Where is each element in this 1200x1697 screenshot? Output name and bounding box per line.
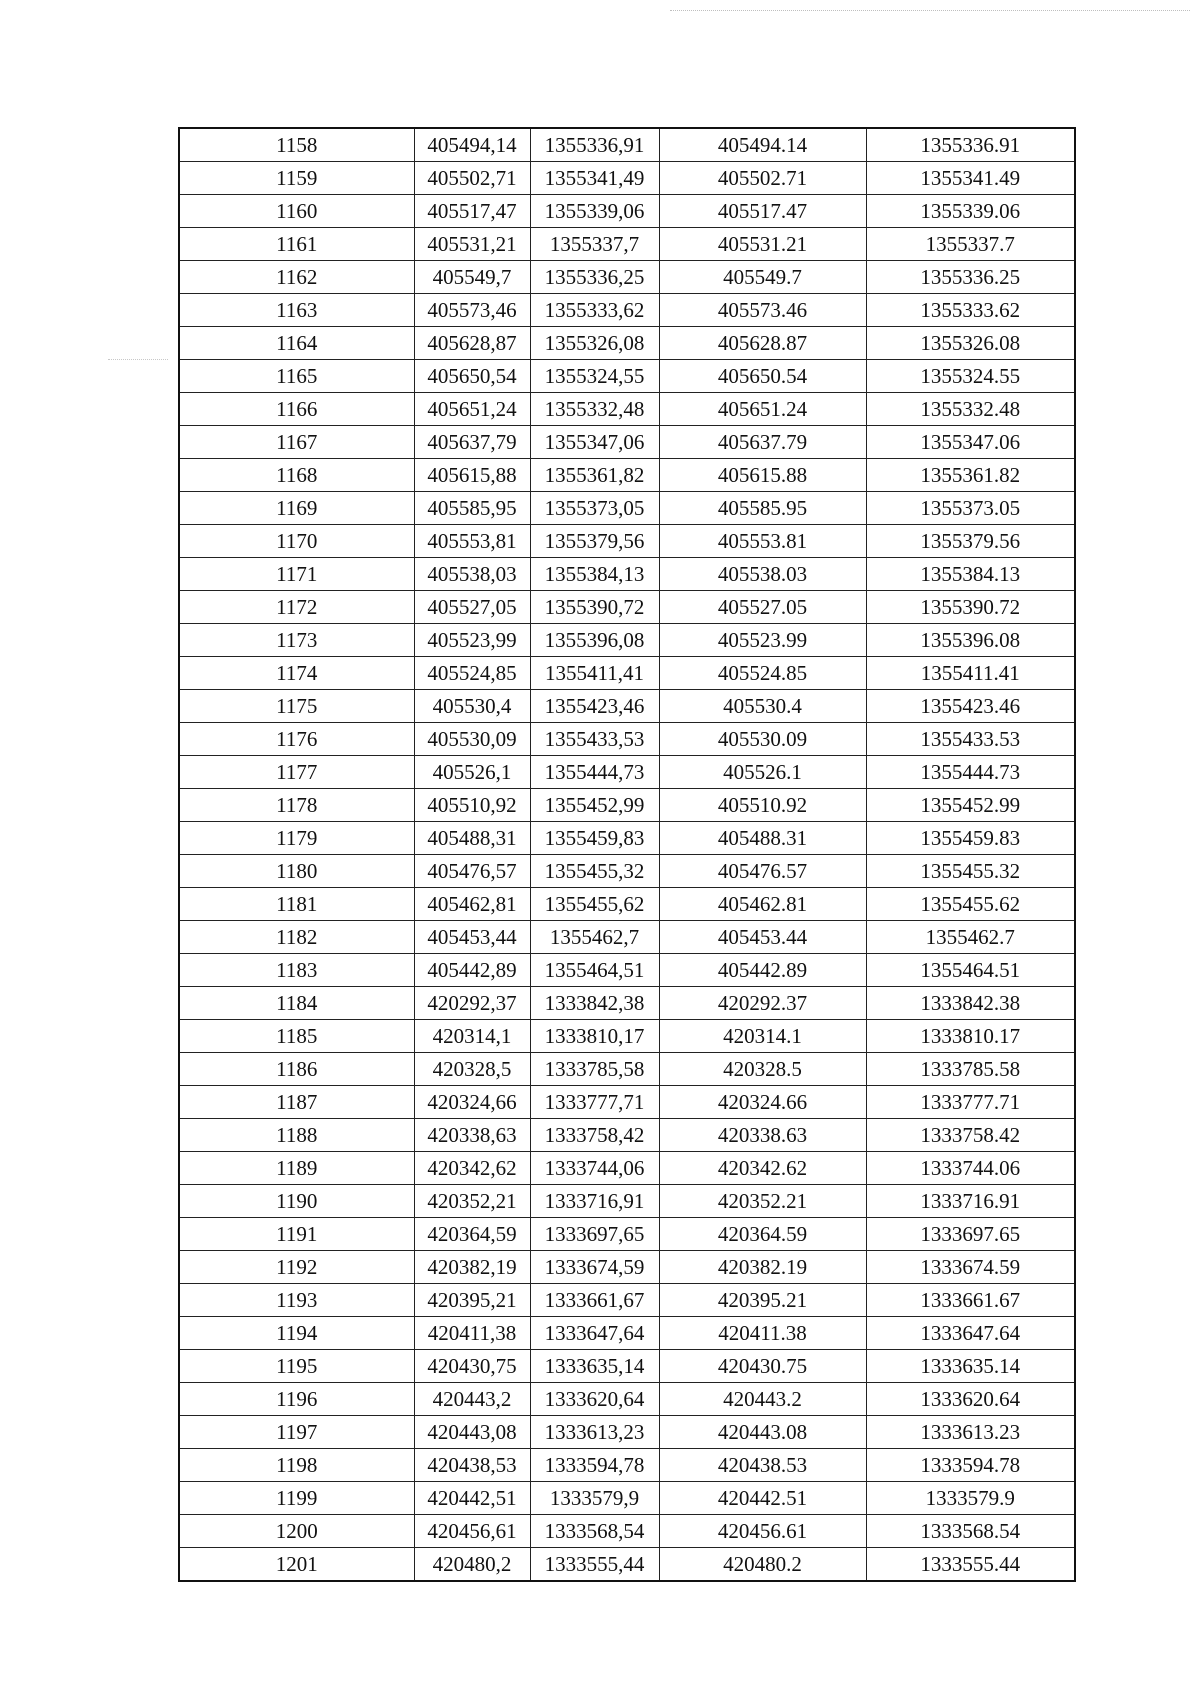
y-coordinate-comma-cell: 1355452,99 [530,789,659,822]
y-coordinate-dot-cell: 1355384.13 [866,558,1075,591]
table-row [179,525,1075,558]
table-row [179,822,1075,855]
x-coordinate-comma-cell: 420352,21 [414,1185,530,1218]
x-coordinate-dot-cell: 420430.75 [659,1350,866,1383]
y-coordinate-dot-cell: 1333647.64 [866,1317,1075,1350]
y-coordinate-comma-cell: 1355433,53 [530,723,659,756]
y-coordinate-comma-cell: 1333661,67 [530,1284,659,1317]
y-coordinate-comma-cell: 1333635,14 [530,1350,659,1383]
table-row [179,228,1075,261]
point-number-cell: 1190 [179,1185,414,1218]
point-number-cell: 1176 [179,723,414,756]
table-row [179,1383,1075,1416]
x-coordinate-comma-cell: 420342,62 [414,1152,530,1185]
x-coordinate-comma-cell: 420430,75 [414,1350,530,1383]
table-row [179,921,1075,954]
x-coordinate-comma-cell: 420324,66 [414,1086,530,1119]
x-coordinate-dot-cell: 405476.57 [659,855,866,888]
point-number-cell: 1179 [179,822,414,855]
y-coordinate-dot-cell: 1333579.9 [866,1482,1075,1515]
y-coordinate-comma-cell: 1333613,23 [530,1416,659,1449]
table-row [179,987,1075,1020]
y-coordinate-comma-cell: 1355384,13 [530,558,659,591]
x-coordinate-comma-cell: 405488,31 [414,822,530,855]
y-coordinate-dot-cell: 1355444.73 [866,756,1075,789]
x-coordinate-comma-cell: 420395,21 [414,1284,530,1317]
x-coordinate-dot-cell: 405650.54 [659,360,866,393]
x-coordinate-dot-cell: 405502.71 [659,162,866,195]
y-coordinate-dot-cell: 1355433.53 [866,723,1075,756]
x-coordinate-comma-cell: 420438,53 [414,1449,530,1482]
x-coordinate-dot-cell: 405573.46 [659,294,866,327]
x-coordinate-comma-cell: 420442,51 [414,1482,530,1515]
point-number-cell: 1183 [179,954,414,987]
point-number-cell: 1175 [179,690,414,723]
x-coordinate-dot-cell: 405585.95 [659,492,866,525]
y-coordinate-dot-cell: 1333594.78 [866,1449,1075,1482]
y-coordinate-dot-cell: 1355336.91 [866,128,1075,162]
point-number-cell: 1197 [179,1416,414,1449]
y-coordinate-dot-cell: 1333758.42 [866,1119,1075,1152]
table-row [179,393,1075,426]
x-coordinate-comma-cell: 420382,19 [414,1251,530,1284]
point-number-cell: 1174 [179,657,414,690]
table-row [179,558,1075,591]
x-coordinate-dot-cell: 405453.44 [659,921,866,954]
x-coordinate-comma-cell: 420480,2 [414,1548,530,1582]
table-row [179,954,1075,987]
point-number-cell: 1193 [179,1284,414,1317]
x-coordinate-dot-cell: 405526.1 [659,756,866,789]
point-number-cell: 1196 [179,1383,414,1416]
x-coordinate-dot-cell: 420395.21 [659,1284,866,1317]
point-number-cell: 1178 [179,789,414,822]
y-coordinate-dot-cell: 1355379.56 [866,525,1075,558]
x-coordinate-dot-cell: 405488.31 [659,822,866,855]
x-coordinate-dot-cell: 420324.66 [659,1086,866,1119]
point-number-cell: 1166 [179,393,414,426]
x-coordinate-comma-cell: 420443,2 [414,1383,530,1416]
x-coordinate-dot-cell: 405637.79 [659,426,866,459]
x-coordinate-dot-cell: 405517.47 [659,195,866,228]
point-number-cell: 1185 [179,1020,414,1053]
x-coordinate-comma-cell: 405553,81 [414,525,530,558]
x-coordinate-comma-cell: 405530,09 [414,723,530,756]
y-coordinate-dot-cell: 1333697.65 [866,1218,1075,1251]
point-number-cell: 1194 [179,1317,414,1350]
x-coordinate-comma-cell: 405502,71 [414,162,530,195]
point-number-cell: 1177 [179,756,414,789]
y-coordinate-comma-cell: 1333579,9 [530,1482,659,1515]
scan-artifact-line [670,10,1190,11]
table-row [179,1317,1075,1350]
y-coordinate-comma-cell: 1355337,7 [530,228,659,261]
y-coordinate-comma-cell: 1355336,91 [530,128,659,162]
y-coordinate-comma-cell: 1355339,06 [530,195,659,228]
y-coordinate-dot-cell: 1355373.05 [866,492,1075,525]
table-row [179,261,1075,294]
x-coordinate-dot-cell: 420456.61 [659,1515,866,1548]
x-coordinate-dot-cell: 405524.85 [659,657,866,690]
y-coordinate-dot-cell: 1333620.64 [866,1383,1075,1416]
y-coordinate-comma-cell: 1333716,91 [530,1185,659,1218]
y-coordinate-comma-cell: 1355455,62 [530,888,659,921]
table-row [179,723,1075,756]
x-coordinate-dot-cell: 405523.99 [659,624,866,657]
x-coordinate-comma-cell: 405530,4 [414,690,530,723]
y-coordinate-comma-cell: 1333568,54 [530,1515,659,1548]
x-coordinate-comma-cell: 405527,05 [414,591,530,624]
point-number-cell: 1189 [179,1152,414,1185]
y-coordinate-comma-cell: 1355423,46 [530,690,659,723]
x-coordinate-comma-cell: 405517,47 [414,195,530,228]
table-row [179,855,1075,888]
x-coordinate-dot-cell: 405538.03 [659,558,866,591]
x-coordinate-comma-cell: 405538,03 [414,558,530,591]
x-coordinate-dot-cell: 405549.7 [659,261,866,294]
table-row [179,1350,1075,1383]
y-coordinate-dot-cell: 1333635.14 [866,1350,1075,1383]
x-coordinate-comma-cell: 405494,14 [414,128,530,162]
y-coordinate-dot-cell: 1333568.54 [866,1515,1075,1548]
y-coordinate-dot-cell: 1355455.62 [866,888,1075,921]
table-row [179,1416,1075,1449]
point-number-cell: 1182 [179,921,414,954]
y-coordinate-comma-cell: 1355396,08 [530,624,659,657]
y-coordinate-comma-cell: 1355455,32 [530,855,659,888]
x-coordinate-comma-cell: 405523,99 [414,624,530,657]
table-row [179,1449,1075,1482]
table-row [179,1053,1075,1086]
point-number-cell: 1198 [179,1449,414,1482]
table-row [179,1086,1075,1119]
y-coordinate-comma-cell: 1333594,78 [530,1449,659,1482]
y-coordinate-comma-cell: 1355373,05 [530,492,659,525]
point-number-cell: 1181 [179,888,414,921]
y-coordinate-dot-cell: 1355390.72 [866,591,1075,624]
y-coordinate-dot-cell: 1355423.46 [866,690,1075,723]
table-row [179,1548,1075,1582]
x-coordinate-dot-cell: 405530.09 [659,723,866,756]
scan-artifact-line [108,359,168,360]
x-coordinate-comma-cell: 405615,88 [414,459,530,492]
y-coordinate-comma-cell: 1333697,65 [530,1218,659,1251]
x-coordinate-dot-cell: 405628.87 [659,327,866,360]
table-row [179,426,1075,459]
x-coordinate-dot-cell: 405531.21 [659,228,866,261]
x-coordinate-comma-cell: 405526,1 [414,756,530,789]
y-coordinate-comma-cell: 1333842,38 [530,987,659,1020]
point-number-cell: 1161 [179,228,414,261]
table-row [179,1218,1075,1251]
x-coordinate-comma-cell: 420443,08 [414,1416,530,1449]
y-coordinate-dot-cell: 1333716.91 [866,1185,1075,1218]
x-coordinate-comma-cell: 405650,54 [414,360,530,393]
y-coordinate-comma-cell: 1355341,49 [530,162,659,195]
x-coordinate-comma-cell: 420338,63 [414,1119,530,1152]
x-coordinate-comma-cell: 405585,95 [414,492,530,525]
point-number-cell: 1172 [179,591,414,624]
x-coordinate-dot-cell: 420443.08 [659,1416,866,1449]
point-number-cell: 1192 [179,1251,414,1284]
point-number-cell: 1160 [179,195,414,228]
point-number-cell: 1191 [179,1218,414,1251]
table-row [179,1284,1075,1317]
x-coordinate-dot-cell: 420438.53 [659,1449,866,1482]
x-coordinate-dot-cell: 405494.14 [659,128,866,162]
y-coordinate-dot-cell: 1355332.48 [866,393,1075,426]
y-coordinate-dot-cell: 1355324.55 [866,360,1075,393]
y-coordinate-comma-cell: 1355411,41 [530,657,659,690]
y-coordinate-dot-cell: 1355341.49 [866,162,1075,195]
y-coordinate-comma-cell: 1333810,17 [530,1020,659,1053]
x-coordinate-comma-cell: 405476,57 [414,855,530,888]
point-number-cell: 1188 [179,1119,414,1152]
table-row [179,1515,1075,1548]
point-number-cell: 1200 [179,1515,414,1548]
x-coordinate-comma-cell: 405531,21 [414,228,530,261]
y-coordinate-dot-cell: 1333842.38 [866,987,1075,1020]
table-row [179,1119,1075,1152]
y-coordinate-dot-cell: 1355455.32 [866,855,1075,888]
table-row [179,591,1075,624]
x-coordinate-dot-cell: 405527.05 [659,591,866,624]
point-number-cell: 1184 [179,987,414,1020]
point-number-cell: 1170 [179,525,414,558]
x-coordinate-dot-cell: 405651.24 [659,393,866,426]
table-row [179,162,1075,195]
y-coordinate-dot-cell: 1355336.25 [866,261,1075,294]
table-row [179,1020,1075,1053]
table-row [179,195,1075,228]
x-coordinate-comma-cell: 405651,24 [414,393,530,426]
point-number-cell: 1159 [179,162,414,195]
point-number-cell: 1186 [179,1053,414,1086]
table-row [179,1152,1075,1185]
x-coordinate-comma-cell: 420411,38 [414,1317,530,1350]
y-coordinate-dot-cell: 1355326.08 [866,327,1075,360]
y-coordinate-dot-cell: 1333810.17 [866,1020,1075,1053]
table-row [179,360,1075,393]
y-coordinate-comma-cell: 1355459,83 [530,822,659,855]
table-row [179,128,1075,162]
y-coordinate-comma-cell: 1355347,06 [530,426,659,459]
x-coordinate-comma-cell: 405573,46 [414,294,530,327]
y-coordinate-dot-cell: 1355339.06 [866,195,1075,228]
x-coordinate-dot-cell: 420338.63 [659,1119,866,1152]
y-coordinate-comma-cell: 1333620,64 [530,1383,659,1416]
x-coordinate-comma-cell: 405453,44 [414,921,530,954]
y-coordinate-comma-cell: 1355464,51 [530,954,659,987]
point-number-cell: 1165 [179,360,414,393]
x-coordinate-comma-cell: 405524,85 [414,657,530,690]
y-coordinate-comma-cell: 1355390,72 [530,591,659,624]
y-coordinate-dot-cell: 1355333.62 [866,294,1075,327]
x-coordinate-dot-cell: 405615.88 [659,459,866,492]
point-number-cell: 1162 [179,261,414,294]
y-coordinate-comma-cell: 1333785,58 [530,1053,659,1086]
y-coordinate-comma-cell: 1333674,59 [530,1251,659,1284]
y-coordinate-comma-cell: 1355333,62 [530,294,659,327]
y-coordinate-dot-cell: 1355459.83 [866,822,1075,855]
x-coordinate-comma-cell: 405628,87 [414,327,530,360]
y-coordinate-comma-cell: 1333647,64 [530,1317,659,1350]
point-number-cell: 1163 [179,294,414,327]
point-number-cell: 1158 [179,128,414,162]
y-coordinate-comma-cell: 1333758,42 [530,1119,659,1152]
y-coordinate-comma-cell: 1355324,55 [530,360,659,393]
table-row [179,624,1075,657]
point-number-cell: 1195 [179,1350,414,1383]
y-coordinate-dot-cell: 1355462.7 [866,921,1075,954]
y-coordinate-dot-cell: 1333785.58 [866,1053,1075,1086]
x-coordinate-comma-cell: 405549,7 [414,261,530,294]
point-number-cell: 1164 [179,327,414,360]
x-coordinate-dot-cell: 420328.5 [659,1053,866,1086]
y-coordinate-dot-cell: 1355361.82 [866,459,1075,492]
x-coordinate-comma-cell: 420456,61 [414,1515,530,1548]
x-coordinate-comma-cell: 420314,1 [414,1020,530,1053]
x-coordinate-comma-cell: 405510,92 [414,789,530,822]
x-coordinate-dot-cell: 420382.19 [659,1251,866,1284]
x-coordinate-dot-cell: 420480.2 [659,1548,866,1582]
x-coordinate-dot-cell: 405553.81 [659,525,866,558]
y-coordinate-dot-cell: 1333674.59 [866,1251,1075,1284]
y-coordinate-dot-cell: 1355396.08 [866,624,1075,657]
y-coordinate-dot-cell: 1333744.06 [866,1152,1075,1185]
y-coordinate-dot-cell: 1333555.44 [866,1548,1075,1582]
y-coordinate-dot-cell: 1355411.41 [866,657,1075,690]
table-row [179,657,1075,690]
y-coordinate-dot-cell: 1333777.71 [866,1086,1075,1119]
x-coordinate-dot-cell: 405510.92 [659,789,866,822]
table-row [179,888,1075,921]
x-coordinate-dot-cell: 420352.21 [659,1185,866,1218]
y-coordinate-comma-cell: 1355332,48 [530,393,659,426]
y-coordinate-comma-cell: 1355361,82 [530,459,659,492]
x-coordinate-comma-cell: 420364,59 [414,1218,530,1251]
y-coordinate-comma-cell: 1355379,56 [530,525,659,558]
x-coordinate-dot-cell: 420443.2 [659,1383,866,1416]
y-coordinate-comma-cell: 1355336,25 [530,261,659,294]
y-coordinate-comma-cell: 1355326,08 [530,327,659,360]
table-row [179,1482,1075,1515]
table-row [179,789,1075,822]
table-row [179,690,1075,723]
y-coordinate-comma-cell: 1333744,06 [530,1152,659,1185]
y-coordinate-comma-cell: 1333555,44 [530,1548,659,1582]
point-number-cell: 1169 [179,492,414,525]
x-coordinate-dot-cell: 420292.37 [659,987,866,1020]
coordinates-table [178,127,1076,1582]
y-coordinate-comma-cell: 1355444,73 [530,756,659,789]
x-coordinate-dot-cell: 405442.89 [659,954,866,987]
table-row [179,1251,1075,1284]
x-coordinate-dot-cell: 420314.1 [659,1020,866,1053]
x-coordinate-dot-cell: 405462.81 [659,888,866,921]
table-row [179,294,1075,327]
y-coordinate-dot-cell: 1333613.23 [866,1416,1075,1449]
x-coordinate-comma-cell: 405637,79 [414,426,530,459]
point-number-cell: 1167 [179,426,414,459]
point-number-cell: 1168 [179,459,414,492]
x-coordinate-dot-cell: 405530.4 [659,690,866,723]
point-number-cell: 1199 [179,1482,414,1515]
y-coordinate-dot-cell: 1355337.7 [866,228,1075,261]
x-coordinate-dot-cell: 420411.38 [659,1317,866,1350]
point-number-cell: 1173 [179,624,414,657]
y-coordinate-dot-cell: 1333661.67 [866,1284,1075,1317]
x-coordinate-dot-cell: 420442.51 [659,1482,866,1515]
x-coordinate-comma-cell: 420292,37 [414,987,530,1020]
x-coordinate-comma-cell: 405462,81 [414,888,530,921]
coordinates-table-body [179,128,1075,1581]
y-coordinate-comma-cell: 1355462,7 [530,921,659,954]
table-row [179,459,1075,492]
point-number-cell: 1201 [179,1548,414,1582]
y-coordinate-comma-cell: 1333777,71 [530,1086,659,1119]
y-coordinate-dot-cell: 1355347.06 [866,426,1075,459]
point-number-cell: 1180 [179,855,414,888]
y-coordinate-dot-cell: 1355464.51 [866,954,1075,987]
table-row [179,756,1075,789]
y-coordinate-dot-cell: 1355452.99 [866,789,1075,822]
x-coordinate-comma-cell: 405442,89 [414,954,530,987]
point-number-cell: 1171 [179,558,414,591]
table-row [179,1185,1075,1218]
point-number-cell: 1187 [179,1086,414,1119]
table-row [179,327,1075,360]
x-coordinate-comma-cell: 420328,5 [414,1053,530,1086]
x-coordinate-dot-cell: 420342.62 [659,1152,866,1185]
table-row [179,492,1075,525]
x-coordinate-dot-cell: 420364.59 [659,1218,866,1251]
